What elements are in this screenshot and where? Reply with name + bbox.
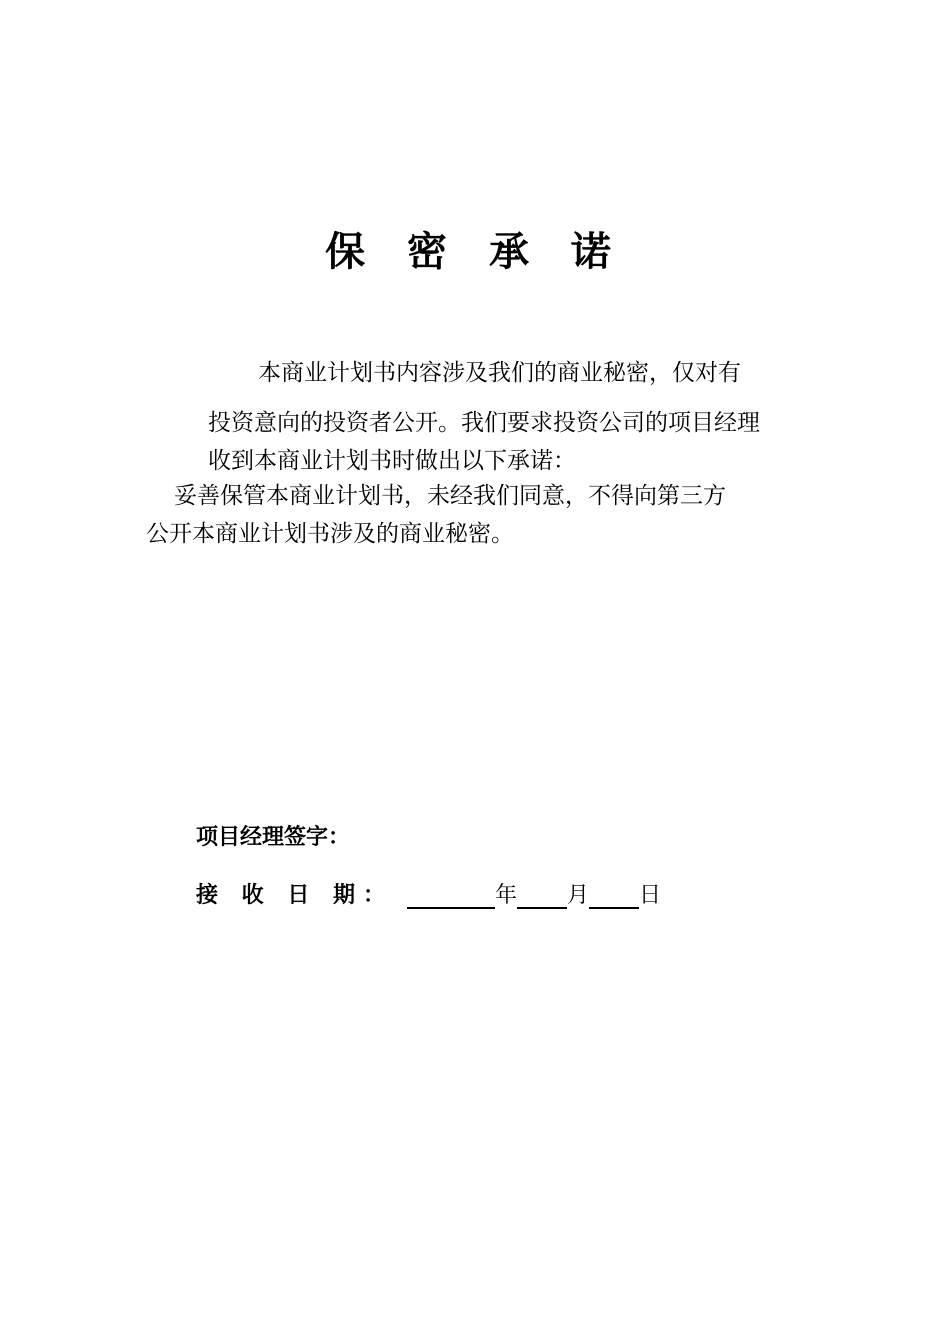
paragraph-line-2: 投资意向的投资者公开。我们要求投资公司的项目经理	[208, 410, 760, 436]
year-blank-field[interactable]	[407, 883, 495, 909]
paragraph-line-5: 公开本商业计划书涉及的商业秘密。	[146, 521, 514, 547]
paragraph-line-1: 本商业计划书内容涉及我们的商业秘密，仅对有	[258, 360, 741, 386]
day-blank-field[interactable]	[589, 883, 639, 909]
month-unit: 月	[567, 883, 590, 908]
paragraph-line-4: 妥善保管本商业计划书，未经我们同意，不得向第三方	[174, 483, 726, 509]
manager-signature-label: 项目经理签字：	[196, 824, 351, 850]
month-blank-field[interactable]	[517, 883, 567, 909]
receipt-date-row	[196, 878, 661, 909]
document-title: 保 密 承 诺	[325, 228, 625, 275]
receipt-date-label: 接 收 日 期：	[196, 882, 393, 908]
day-unit: 日	[639, 883, 662, 908]
paragraph-line-3: 收到本商业计划书时做出以下承诺：	[208, 448, 576, 474]
year-unit: 年	[494, 883, 517, 908]
